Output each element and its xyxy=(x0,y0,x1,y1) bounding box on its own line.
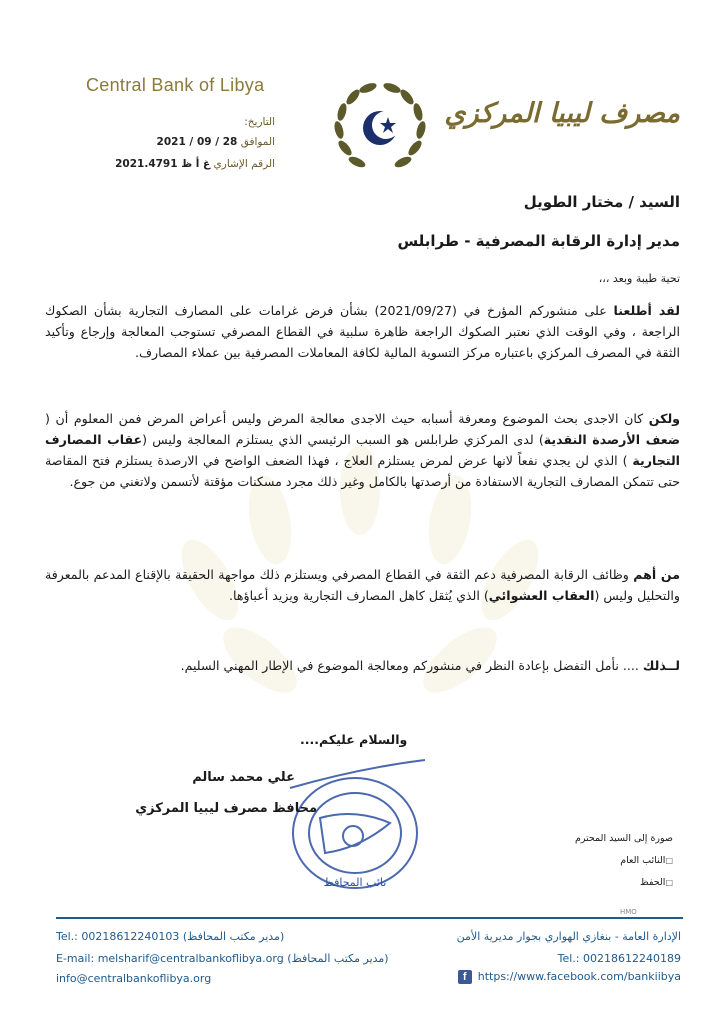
greeting: تحية طيبة وبعد ،،، xyxy=(598,272,680,285)
paragraph-4-text: .... نأمل التفضل بإعادة النظر في منشوركم ومعالجة الموضوع في الإطار المهني السليم. xyxy=(180,658,643,673)
footer-tel-right: Tel.: 00218612240189 xyxy=(557,952,681,965)
date-label: التاريخ: xyxy=(244,116,275,128)
corresp-date-line xyxy=(75,136,275,148)
paragraph-3-bold: العقاب العشوائي xyxy=(488,588,595,603)
date-line xyxy=(75,116,275,128)
paragraph-1 xyxy=(45,300,680,363)
facebook-url[interactable]: https://www.facebook.com/bankiibya xyxy=(477,970,681,983)
copy-item-2: □ الحفظ xyxy=(575,872,673,894)
tel-left-value: Tel.: 00218612240103 xyxy=(56,930,180,943)
ref-label: الرقم الإشاري xyxy=(213,158,275,170)
wreath-emblem xyxy=(325,78,435,178)
signer-title: محافظ مصرف ليبيا المركزي xyxy=(135,801,317,816)
footer-address: الإدارة العامة - بنغازي الهواري بجوار مديرية الأمن xyxy=(456,930,681,943)
paragraph-2-text-a: كان الاجدى بحث الموضوع ومعرفة أسبابه حيث الاجدى معالجة المرض وليس أعراض المرض فمن المعلوم أن ( xyxy=(45,411,649,426)
copies-list xyxy=(575,828,673,894)
addressee-title: مدير إدارة الرقابة المصرفية - طرابلس xyxy=(397,232,680,250)
bank-name-arabic: مصرف ليبيا المركزي xyxy=(444,98,680,129)
paragraph-3-text-b: ) الذي يُثقل كاهل المصارف التجارية ويزيد أعباؤها. xyxy=(229,588,489,603)
email-left-note: (مدير مكتب المحافظ) xyxy=(287,952,389,965)
copies-heading: صورة إلى السيد المحترم xyxy=(574,833,673,844)
stamp-text: نائب المحافظ xyxy=(323,876,387,889)
page-code: HMO xyxy=(620,908,637,916)
paragraph-3-text-a: وظائف الرقابة المصرفية دعم الثقة في القطاع المصرفي ويستلزم ذلك مواجهة الحقيقة بالإقناع المدعم بالمعرفة والتحليل وليس ( xyxy=(45,567,680,603)
footer-info-email[interactable]: info@centralbankoflibya.org xyxy=(56,972,212,985)
footer-divider xyxy=(56,917,683,919)
corresp-label: الموافق xyxy=(240,136,275,148)
paragraph-2-bold-b: عقاب المصارف التجارية xyxy=(45,432,680,468)
paragraph-4 xyxy=(45,655,680,676)
paragraph-4-lead: لــذلك xyxy=(642,658,680,673)
footer-email-left xyxy=(56,952,389,965)
addressee-name: السيد / مختار الطويل xyxy=(523,193,680,211)
ref-value: غ أ ظ 2021.4791 xyxy=(115,158,211,170)
copy-item-1: □ النائب العام xyxy=(575,850,673,872)
email-left-value[interactable]: E-mail: melsharif@centralbankoflibya.org xyxy=(56,952,284,965)
crescent-star-icon xyxy=(363,111,400,145)
bank-name-english: Central Bank of Libya xyxy=(86,75,265,95)
paragraph-1-text: على منشوركم المؤرخ في (2021/09/27) بشأن فرض غرامات على المصارف التجارية بشأن الصكوك الراجعة ، وفي الوقت الذي نعتبر الصكوك الراجعة ظاهرة سلبية في القطاع المصرفي تستوجب المعالجة وإرجاع وتأكيد الثقة في المصرف المركزي باعتباره مركز التسوية المالية لكافة المعاملات المصرفية بين عملاء المصارف. xyxy=(45,303,680,360)
paragraph-3-lead: من أهم xyxy=(633,567,680,582)
reference-line xyxy=(75,158,275,170)
signer-name: علي محمد سالم xyxy=(192,770,295,785)
paragraph-1-lead: لقد أطلعنا xyxy=(613,303,680,318)
closing-salutation: والسلام عليكم.... xyxy=(300,732,408,747)
facebook-icon: f xyxy=(458,970,472,984)
stamp-seal xyxy=(280,748,430,908)
footer-tel-left xyxy=(56,930,284,943)
paragraph-2-bold-a: ضعف الأرصدة النقدية xyxy=(543,432,680,447)
paragraph-2-lead: ولكن xyxy=(648,411,680,426)
corresp-date-value: 28 / 09 / 2021 xyxy=(156,136,238,148)
paragraph-2-text-b: ) لدى المركزي طرابلس هو السبب الرئيسي الذي يستلزم المعالجة وليس ( xyxy=(142,432,544,447)
footer-facebook[interactable] xyxy=(458,970,681,984)
paragraph-2 xyxy=(45,408,680,492)
paragraph-3 xyxy=(45,564,680,606)
paragraph-2-text-c: ) الذي لن يجدي نفعاً لانها عرض لمرض يستلزم العلاج ، فهذا الضعف الواضح في الارصدة يستلزم فتح المقاصة حتى تتمكن المصارف التجارية الاستفادة من أرصدتها بالكامل وغير ذلك مجرد مسكنات مؤقتة لأتسمن ولاتغني من جوع. xyxy=(45,453,680,489)
tel-left-note: (مدير مكتب المحافظ) xyxy=(182,930,285,943)
